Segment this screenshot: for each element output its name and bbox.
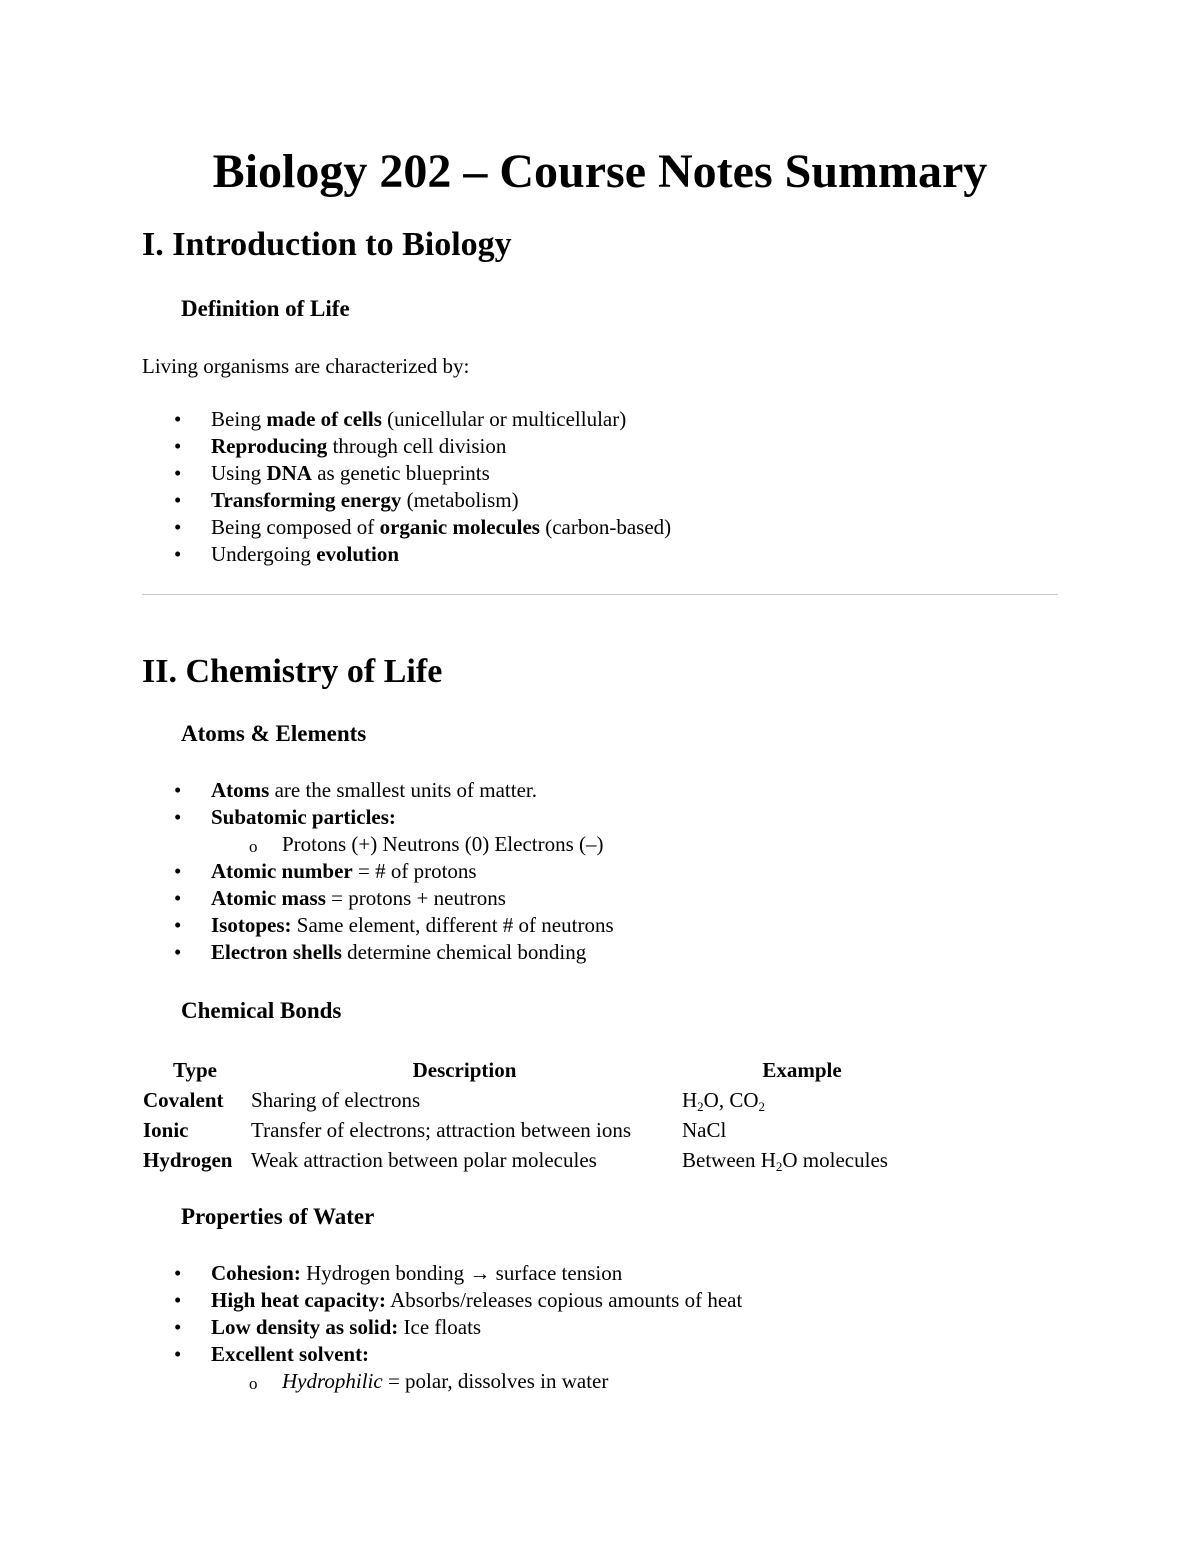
life-characteristics-list — [0, 406, 671, 568]
list-item: • Atomic mass = protons + neutrons — [0, 885, 614, 912]
list-item: • Transforming energy (metabolism) — [0, 487, 671, 514]
column-header-type: Type — [173, 1057, 217, 1082]
table-row — [141, 1085, 924, 1115]
cell-example: Between $H_2O$ molecules — [682, 1147, 888, 1174]
cell-type: Covalent — [143, 1087, 224, 1112]
water-properties-list — [0, 1260, 742, 1395]
list-item: • Undergoing evolution — [0, 541, 671, 568]
chemical-bonds-table — [141, 1055, 924, 1175]
subheading-atoms-elements: Atoms & Elements — [181, 721, 367, 746]
subheading-properties-of-water: Properties of Water — [181, 1204, 375, 1229]
list-item: • Electron shells determine chemical bonding — [0, 939, 614, 966]
cell-example: $H_2O$, $CO_2$ — [682, 1087, 766, 1114]
list-item: • Excellent solvent: — [0, 1341, 742, 1368]
section-heading-introduction: I. Introduction to Biology — [142, 226, 512, 263]
table-header-row — [141, 1055, 924, 1085]
document-title: Biology 202 – Course Notes Summary — [212, 145, 988, 198]
column-header-example: Example — [762, 1057, 842, 1082]
cell-type: Hydrogen — [143, 1147, 233, 1172]
table-row — [141, 1115, 924, 1145]
cell-description: Sharing of electrons — [251, 1087, 421, 1112]
list-item: • Cohesion: Hydrogen bonding → surface tension — [0, 1260, 742, 1287]
cell-type: Ionic — [143, 1117, 189, 1142]
list-item: • Atoms are the smallest units of matter. — [0, 777, 614, 804]
intro-paragraph: Living organisms are characterized by: — [142, 354, 470, 378]
list-item: • Using DNA as genetic blueprints — [0, 460, 671, 487]
cell-description: Transfer of electrons; attraction between ions — [251, 1117, 632, 1142]
subheading-definition-of-life: Definition of Life — [181, 296, 350, 321]
section-heading-chemistry: II. Chemistry of Life — [142, 653, 443, 690]
list-item: • Reproducing through cell division — [0, 433, 671, 460]
list-item: • Being composed of organic molecules (carbon-based) — [0, 514, 671, 541]
list-item: • Isotopes: Same element, different # of neutrons — [0, 912, 614, 939]
horizontal-divider — [142, 594, 1058, 595]
list-item: • Atomic number = # of protons — [0, 858, 614, 885]
list-item: • Subatomic particles: — [0, 804, 614, 831]
sub-list-item: o Protons (+) Neutrons (0) Electrons (–) — [0, 831, 614, 858]
table-row — [141, 1145, 924, 1175]
list-item: • Being made of cells (unicellular or multicellular) — [0, 406, 671, 433]
sub-list-item: o Hydrophilic = polar, dissolves in water — [0, 1368, 742, 1395]
atoms-list — [0, 777, 614, 966]
list-item: • High heat capacity: Absorbs/releases copious amounts of heat — [0, 1287, 742, 1314]
cell-example: NaCl — [682, 1117, 727, 1142]
subheading-chemical-bonds: Chemical Bonds — [181, 998, 342, 1023]
list-item: • Low density as solid: Ice floats — [0, 1314, 742, 1341]
column-header-description: Description — [412, 1057, 517, 1082]
cell-description: Weak attraction between polar molecules — [251, 1147, 597, 1172]
